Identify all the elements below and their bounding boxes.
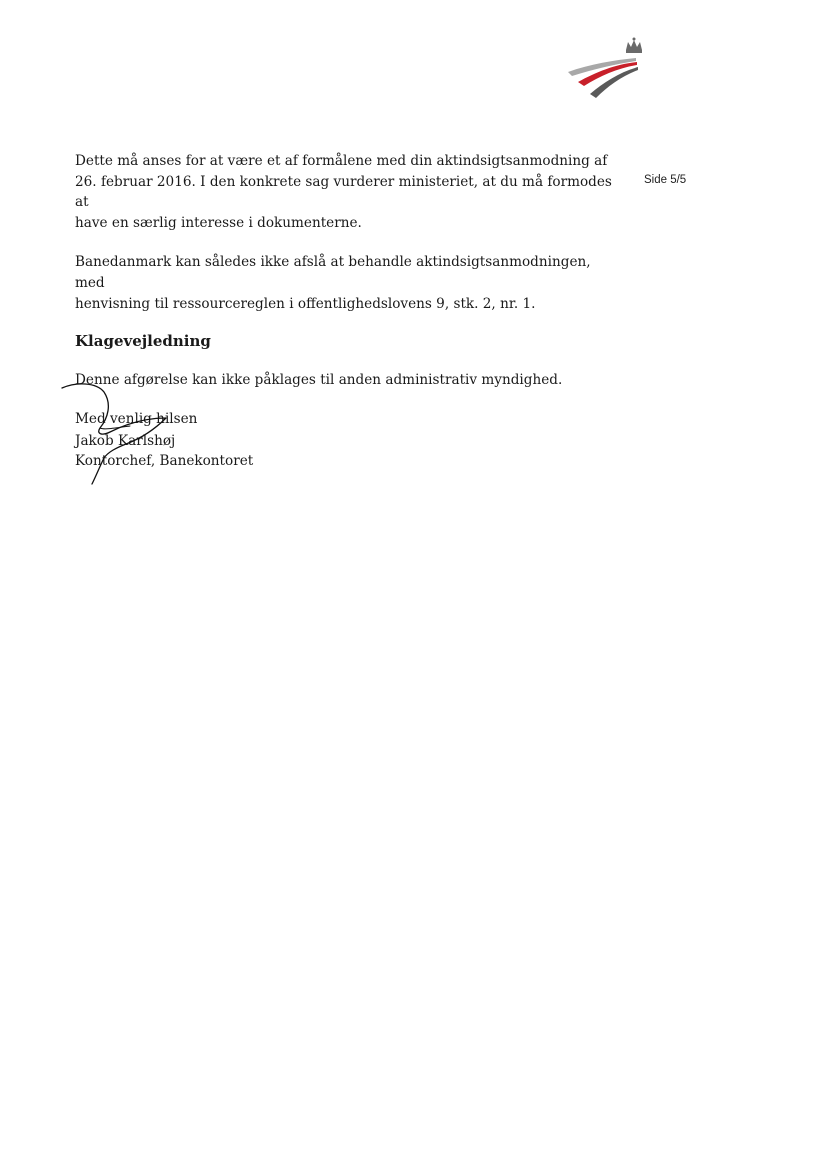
letter-body	[75, 151, 615, 429]
closing-greeting: Med venlig hilsen	[75, 410, 198, 427]
rail-stripe-dark	[590, 67, 638, 98]
section-heading-klagevejledning: Klagevejledning	[75, 332, 211, 351]
paragraph-appeal: Denne afgørelse kan ikke påklages til anden administrativ myndighed.	[75, 372, 563, 389]
paragraph-purpose: Dette må anses for at være et af formålene med din aktindsigtsanmodning af 26. februar 2016. I den konkrete sag vurderer ministeriet, at du må formodes at have en særlig interesse i dokumenterne.	[75, 153, 612, 231]
signatory-name: Jakob Karlshøj	[75, 433, 176, 449]
signatory-title: Kontorchef, Banekontoret	[75, 452, 254, 469]
page-number: Side 5/5	[644, 174, 687, 186]
crown-icon	[626, 38, 642, 54]
signatory-block	[75, 432, 253, 471]
paragraph-decision: Banedanmark kan således ikke afslå at behandle aktindsigtsanmodningen, med henvisning til ressourcereglen i offentlighedslovens 9, stk. 2, nr. 1.	[75, 254, 591, 312]
crown-rail-logo-icon	[560, 36, 656, 100]
